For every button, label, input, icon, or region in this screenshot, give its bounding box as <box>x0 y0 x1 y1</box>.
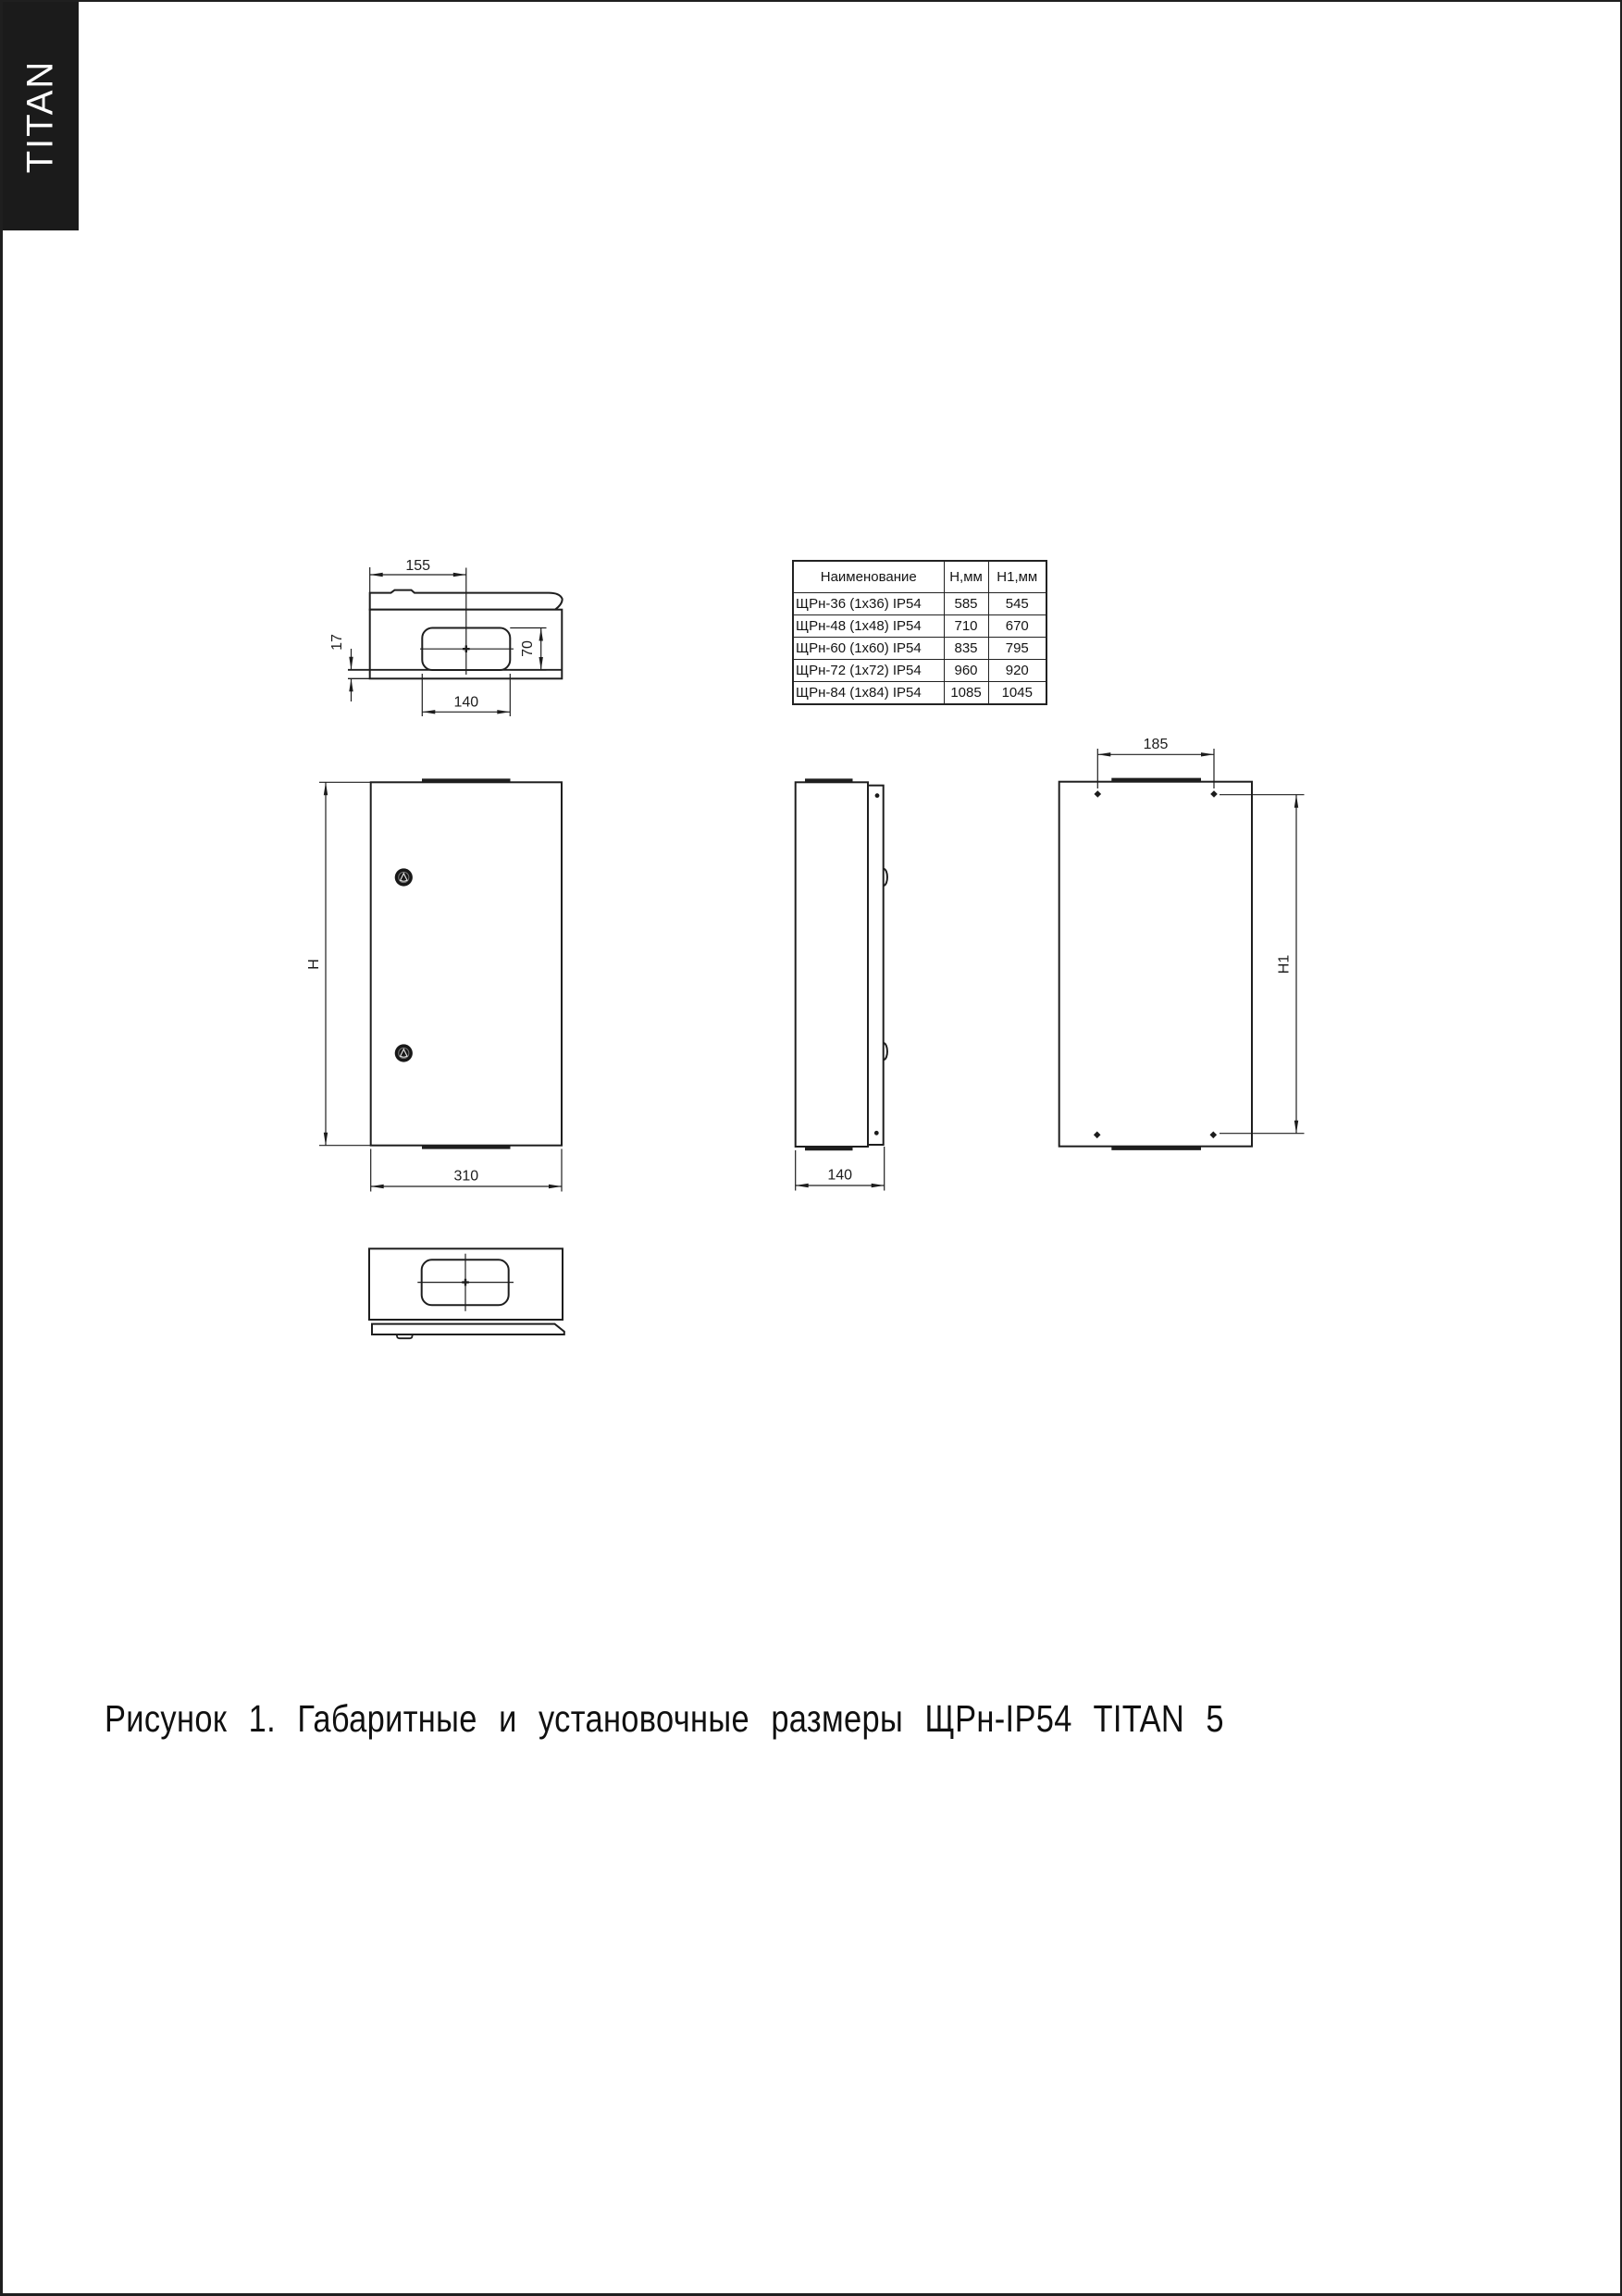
dim-label-140-side: 140 <box>827 1167 853 1184</box>
h-value: 835 <box>944 638 988 660</box>
model-name: ЩРн-36 (1х36) IP54 <box>793 593 944 615</box>
top-view-drawing <box>329 558 563 716</box>
table-header-row <box>793 561 1046 593</box>
model-name: ЩРн-48 (1х48) IP54 <box>793 615 944 638</box>
h1-value: 545 <box>988 593 1046 615</box>
lock-icon <box>395 868 413 886</box>
dim-label-310: 310 <box>453 1168 479 1185</box>
h1-value: 920 <box>988 660 1046 682</box>
dim-label-70: 70 <box>520 640 536 657</box>
mounting-hole-icon <box>875 793 880 798</box>
front-view-drawing <box>306 781 562 1192</box>
col-header-h: Н,мм <box>944 561 988 593</box>
col-header-h1: Н1,мм <box>988 561 1046 593</box>
h-value: 1085 <box>944 682 988 704</box>
figure-caption: Рисунок 1. Габаритные и установочные размеры ЩРн-IP54 TITAN 5 <box>105 1697 1224 1740</box>
table-row <box>793 615 1046 638</box>
dim-label-155: 155 <box>405 558 431 574</box>
dim-label-185: 185 <box>1143 737 1169 752</box>
table-row <box>793 660 1046 682</box>
model-name: ЩРн-72 (1х72) IP54 <box>793 660 944 682</box>
h1-value: 1045 <box>988 682 1046 704</box>
h-value: 710 <box>944 615 988 638</box>
h-value: 960 <box>944 660 988 682</box>
dim-label-140-top: 140 <box>453 694 479 711</box>
model-name: ЩРн-60 (1х60) IP54 <box>793 638 944 660</box>
dim-label-17: 17 <box>329 634 345 651</box>
h1-value: 670 <box>988 615 1046 638</box>
brand-logo-text: TITAN <box>19 59 61 173</box>
side-view-drawing <box>796 781 887 1191</box>
col-header-name: Наименование <box>793 561 944 593</box>
rear-view-drawing <box>1059 737 1305 1148</box>
h-value: 585 <box>944 593 988 615</box>
h1-value: 795 <box>988 638 1046 660</box>
model-name: ЩРн-84 (1х84) IP54 <box>793 682 944 704</box>
dimensions-table <box>792 560 1047 705</box>
table-row <box>793 682 1046 704</box>
lock-icon <box>395 1044 413 1061</box>
dim-label-H: H <box>306 959 322 970</box>
table-row <box>793 638 1046 660</box>
mounting-hole-icon <box>874 1131 879 1136</box>
table-row <box>793 593 1046 615</box>
bottom-view-drawing <box>369 1248 564 1338</box>
technical-drawing <box>3 2 1622 2296</box>
dim-label-H1: H1 <box>1276 954 1293 974</box>
